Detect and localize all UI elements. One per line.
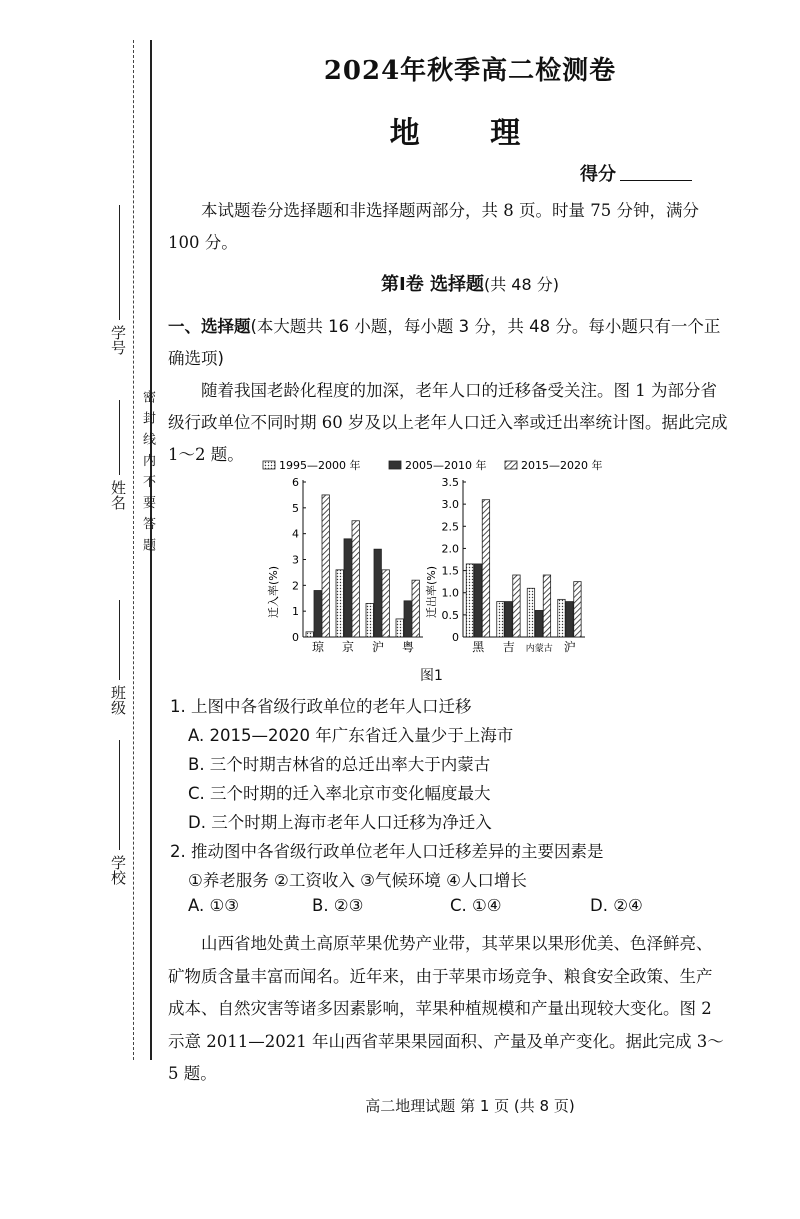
right-y-tick-label: 0.5 bbox=[441, 608, 459, 622]
page-footer: 高二地理试题 第 1 页 (共 8 页) bbox=[365, 1097, 575, 1115]
figure-1 bbox=[255, 452, 625, 684]
chart-emigration-rate bbox=[424, 476, 585, 654]
q1-option-c[interactable]: C. 三个时期的迁入率北京市变化幅度最大 bbox=[188, 784, 491, 803]
right-category-label: 内蒙古 bbox=[525, 644, 553, 654]
left-ylabel: 迁入率(%) bbox=[267, 565, 280, 619]
q2-option-b[interactable]: B. ②③ bbox=[312, 896, 364, 915]
right-bar-2005 bbox=[505, 602, 512, 637]
q1-option-d[interactable]: D. 三个时期上海市老年人口迁移为净迁入 bbox=[188, 813, 492, 832]
left-bar-2015 bbox=[412, 580, 419, 637]
left-y-tick-label: 4 bbox=[292, 527, 299, 541]
binding-dashed-line bbox=[133, 40, 134, 1060]
score-label: 得分 bbox=[580, 164, 616, 185]
passage-1: 随着我国老龄化程度的加深，老年人口的迁移备受关注。图 1 为部分省级行政单位不同时期 60 岁及以上老年人口迁入率或迁出率统计图。据此完成 1～2 题。 bbox=[168, 381, 728, 464]
section-title bbox=[170, 270, 770, 296]
figure-1-caption: 图1 bbox=[420, 668, 443, 684]
right-y-tick-label: 2.0 bbox=[441, 542, 459, 556]
right-bar-2015 bbox=[543, 575, 550, 637]
part1-instruction: (本大题共 16 小题，每小题 3 分，共 48 分。每小题只有一个正确选项) bbox=[168, 317, 721, 368]
left-category-label: 粤 bbox=[401, 640, 415, 654]
left-bar-2005 bbox=[344, 539, 351, 637]
class-label: 班级 bbox=[109, 685, 127, 715]
right-bar-2015 bbox=[574, 582, 581, 637]
right-y-tick-label: 3.0 bbox=[441, 498, 459, 512]
right-bar-1995 bbox=[466, 564, 473, 637]
legend-swatch-2015 bbox=[505, 461, 517, 469]
right-y-tick-label: 3.5 bbox=[441, 476, 459, 489]
left-bar-1995 bbox=[336, 570, 343, 637]
passage-2: 山西省地处黄土高原苹果优势产业带，其苹果以果形优美、色泽鲜亮、矿物质含量丰富而闻名。近年来，由于苹果市场竞争、粮食安全政策、生产成本、自然灾害等诸多因素影响，苹果种植规模和产量出现较大变化。图 2 示意 2011—2021 年山西省苹果果园面积、产量及单产变化。据此完成 3～5 题。 bbox=[168, 934, 724, 1083]
legend-swatch-1995 bbox=[263, 461, 275, 469]
q1-option-a[interactable]: A. 2015—2020 年广东省迁入量少于上海市 bbox=[188, 726, 514, 745]
left-category-label: 琼 bbox=[311, 640, 325, 654]
legend-swatch-2005 bbox=[389, 461, 401, 469]
name-label: 姓名 bbox=[109, 480, 127, 510]
right-bar-2015 bbox=[482, 500, 489, 637]
left-bar-2005 bbox=[404, 601, 411, 637]
right-y-tick-label: 0 bbox=[452, 631, 459, 644]
exam-intro: 本试题卷分选择题和非选择题两部分，共 8 页。时量 75 分钟，满分 100 分。 bbox=[168, 201, 699, 252]
q1-option-b[interactable]: B. 三个时期吉林省的总迁出率大于内蒙古 bbox=[188, 755, 491, 774]
right-bar-2005 bbox=[474, 564, 481, 637]
q2-option-a[interactable]: A. ①③ bbox=[188, 896, 240, 915]
right-bar-2005 bbox=[566, 602, 573, 637]
q2-option-d[interactable]: D. ②④ bbox=[590, 896, 643, 915]
left-bar-2015 bbox=[352, 521, 359, 637]
left-bar-2015 bbox=[322, 495, 329, 637]
score-blank[interactable] bbox=[620, 180, 692, 181]
student-id-blank[interactable] bbox=[119, 205, 120, 320]
school-label: 学校 bbox=[109, 855, 127, 885]
left-bar-1995 bbox=[306, 632, 313, 637]
left-bar-2005 bbox=[314, 591, 321, 638]
q2-factors: ①养老服务 ②工资收入 ③气候环境 ④人口增长 bbox=[188, 871, 527, 890]
right-ylabel: 迁出率(%) bbox=[425, 565, 438, 619]
left-y-tick-label: 3 bbox=[292, 553, 299, 567]
exam-title: 2024年秋季高二检测卷 bbox=[323, 56, 617, 86]
left-y-tick-label: 5 bbox=[292, 501, 299, 515]
right-bar-1995 bbox=[497, 602, 504, 637]
name-blank[interactable] bbox=[119, 400, 120, 475]
left-y-tick-label: 0 bbox=[292, 631, 299, 644]
part1-heading: 一、选择题 bbox=[168, 317, 251, 336]
right-category-label: 吉 bbox=[502, 640, 515, 654]
chart-immigration-rate bbox=[266, 476, 423, 654]
legend-label-2005: 2005—2010 年 bbox=[405, 459, 487, 472]
section-note: (共 48 分) bbox=[483, 275, 559, 294]
legend-label-1995: 1995—2000 年 bbox=[279, 459, 361, 472]
left-y-tick-label: 2 bbox=[292, 579, 299, 593]
left-category-label: 京 bbox=[341, 640, 355, 654]
section-name: 第Ⅰ卷 选择题 bbox=[381, 274, 484, 295]
right-y-tick-label: 1.5 bbox=[441, 564, 459, 578]
left-category-label: 沪 bbox=[371, 640, 385, 654]
left-y-tick-label: 6 bbox=[292, 476, 299, 489]
subject-title: 地 理 bbox=[389, 116, 551, 151]
right-bar-1995 bbox=[558, 599, 565, 637]
q1-stem: 1. 上图中各省级行政单位的老年人口迁移 bbox=[170, 697, 472, 716]
right-bar-2005 bbox=[535, 610, 542, 637]
binding-notice: 密 封 线 内 不 要 答 题 bbox=[140, 390, 155, 553]
left-bar-2015 bbox=[382, 570, 389, 637]
q2-stem: 2. 推动图中各省级行政单位老年人口迁移差异的主要因素是 bbox=[170, 842, 604, 861]
right-category-label: 沪 bbox=[563, 640, 576, 654]
right-y-tick-label: 1.0 bbox=[441, 586, 459, 600]
left-bar-1995 bbox=[366, 603, 373, 637]
right-y-tick-label: 2.5 bbox=[441, 520, 459, 534]
right-bar-1995 bbox=[527, 588, 534, 637]
school-blank[interactable] bbox=[119, 740, 120, 850]
right-bar-2015 bbox=[513, 575, 520, 637]
left-bar-1995 bbox=[396, 619, 403, 637]
student-id-label: 学号 bbox=[109, 325, 127, 355]
right-category-label: 黑 bbox=[472, 640, 485, 654]
left-y-tick-label: 1 bbox=[292, 605, 299, 619]
class-blank[interactable] bbox=[119, 600, 120, 680]
part1-header bbox=[168, 311, 728, 375]
left-bar-2005 bbox=[374, 549, 381, 637]
chart-legend bbox=[263, 458, 603, 472]
legend-label-2015: 2015—2020 年 bbox=[521, 459, 603, 472]
q2-option-c[interactable]: C. ①④ bbox=[450, 896, 502, 915]
